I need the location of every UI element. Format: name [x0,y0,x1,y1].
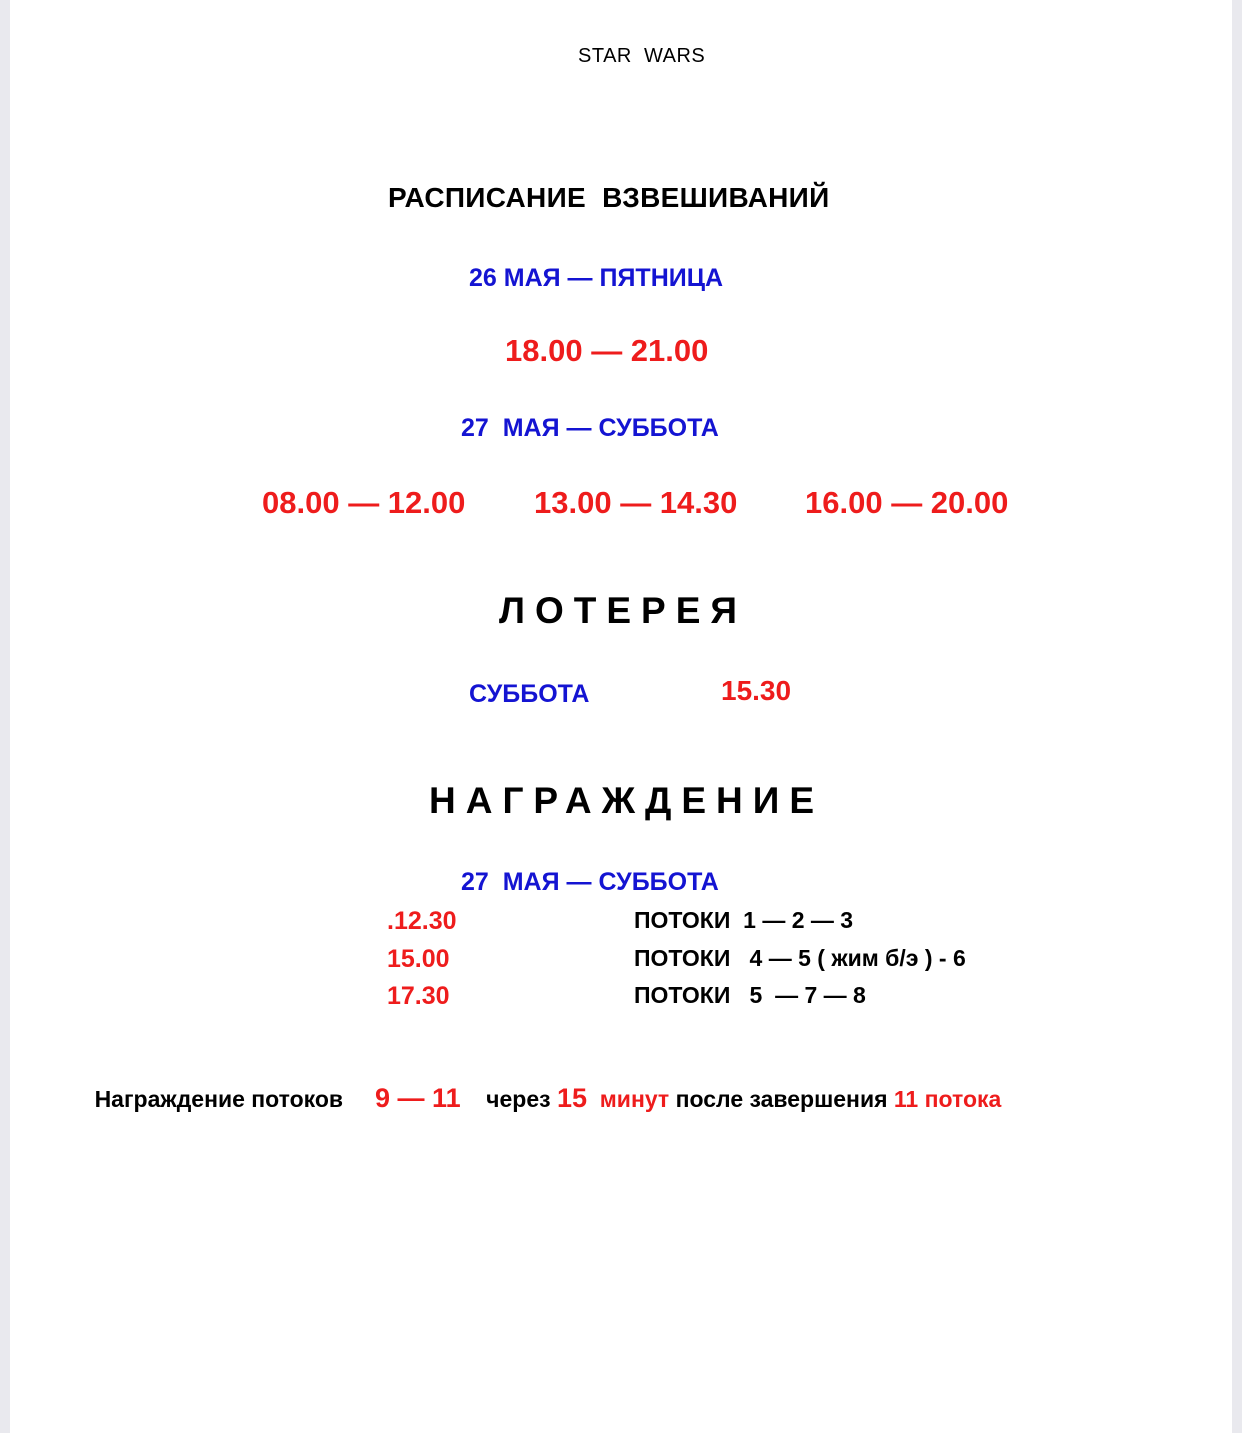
footer-note [69,1056,1001,1141]
footer-minutes-word: минут [599,1086,670,1112]
weighing-day1-time: 18.00 — 21.00 [505,333,709,368]
award-row-streams: ПОТОКИ 1 — 2 — 3 [634,907,854,933]
award-row-streams: ПОТОКИ 4 — 5 ( жим б/э ) - 6 [634,945,966,971]
weighing-schedule-title: РАСПИСАНИЕ ВЗВЕШИВАНИЙ [388,182,830,213]
footer-text: Награждение потоков [94,1086,344,1112]
award-row-time: 17.30 [387,982,450,1010]
weighing-day2-slot: 13.00 — 14.30 [534,485,738,520]
award-title: НАГРАЖДЕНИЕ [429,780,825,821]
lottery-title: ЛОТЕРЕЯ [499,590,747,631]
award-day: 27 МАЯ — СУББОТА [461,868,719,896]
weighing-day1-label: 26 МАЯ — ПЯТНИЦА [469,264,724,292]
award-row-streams: ПОТОКИ 5 — 7 — 8 [634,982,866,1008]
lottery-time: 15.30 [721,675,792,706]
document-page [10,0,1232,1433]
award-row-time: .12.30 [387,907,457,935]
footer-text: через [486,1086,551,1112]
award-row-time: 15.00 [387,945,450,973]
lottery-day: СУББОТА [469,680,590,708]
footer-streams-range: 9 — 11 [375,1083,461,1113]
footer-minutes-value: 15 [556,1083,588,1113]
document-header: STAR WARS [578,45,706,67]
weighing-day2-label: 27 МАЯ — СУББОТА [461,414,719,442]
footer-text: после завершения [675,1086,888,1112]
footer-final-stream: 11 потока [893,1086,1002,1112]
weighing-day2-slot: 08.00 — 12.00 [262,485,466,520]
weighing-day2-slot: 16.00 — 20.00 [805,485,1009,520]
